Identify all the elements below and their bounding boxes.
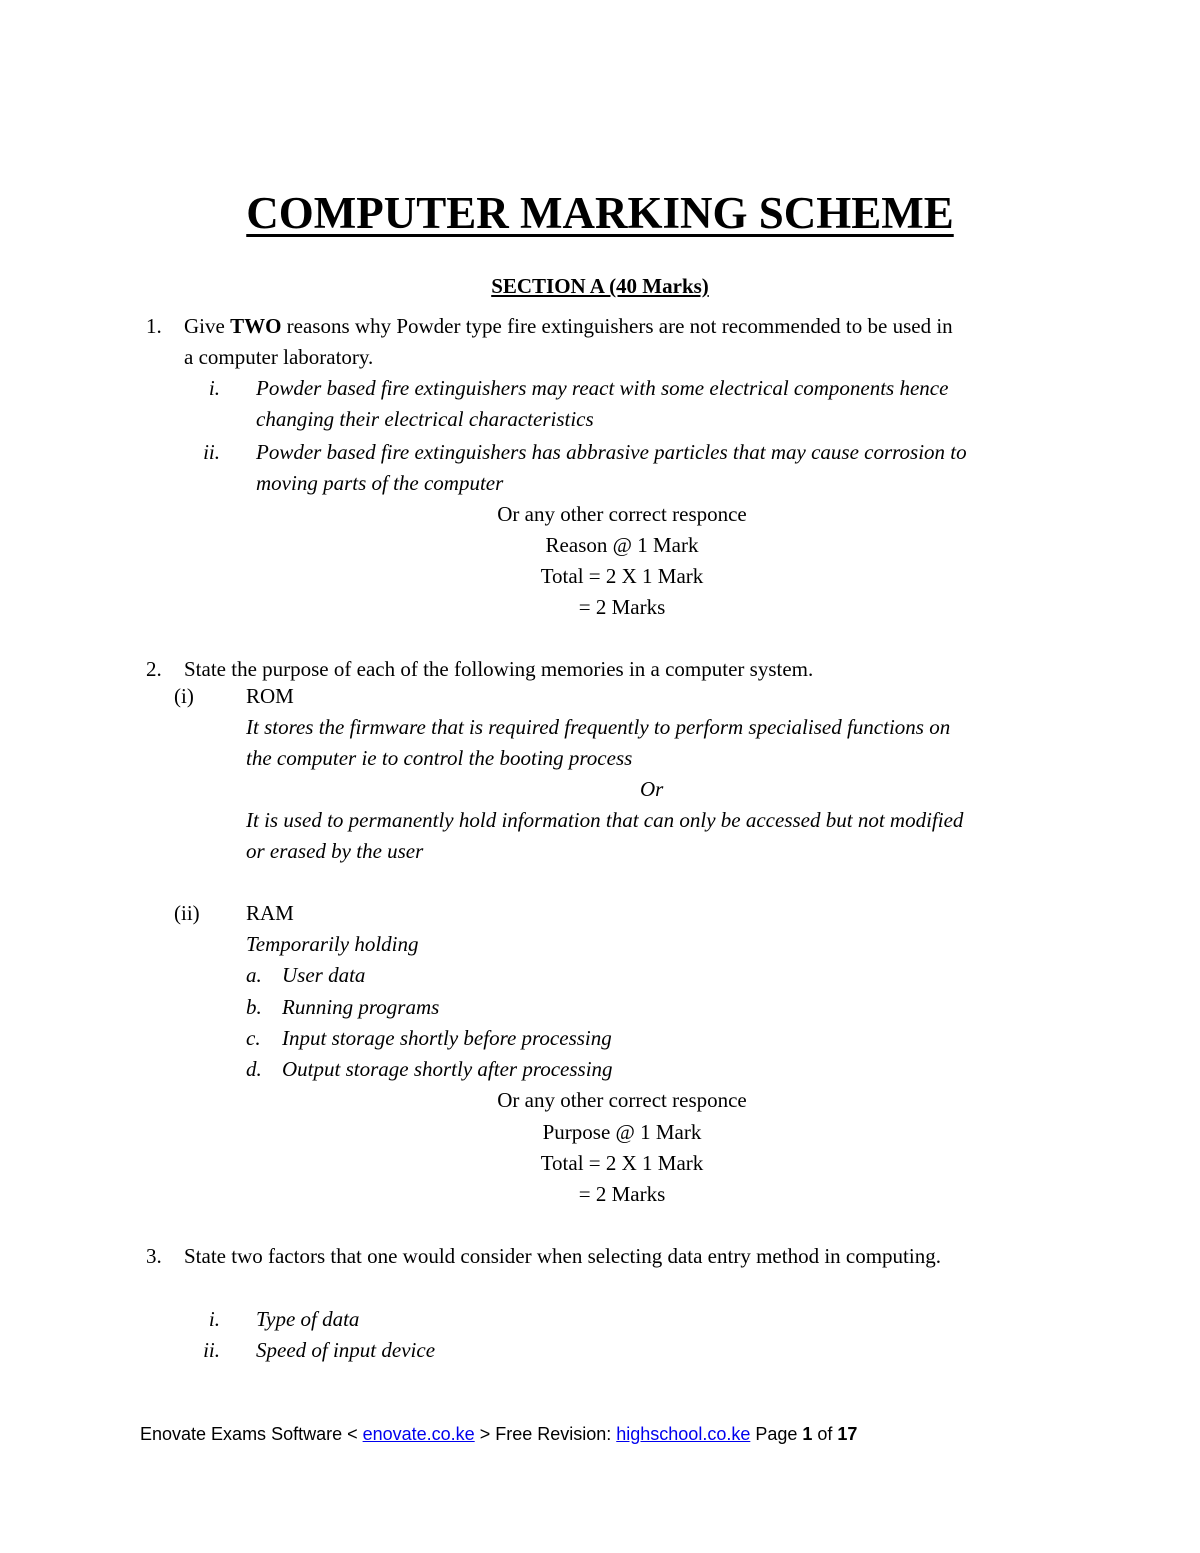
marking-rate: Reason @ 1 Mark <box>545 533 699 557</box>
question-2-text: State the purpose of each of the following memories in a computer system. <box>184 657 814 681</box>
question-3-text: State two factors that one would consider when selecting data entry method in computing. <box>184 1244 941 1268</box>
subquestion-numeral: (i) <box>174 684 194 708</box>
question-1-text-pre: Give <box>184 314 231 338</box>
list-item: Input storage shortly before processing <box>282 1026 612 1050</box>
list-item-letter: d. <box>246 1057 262 1081</box>
footer-page-label: Page <box>750 1424 803 1444</box>
footer-prefix: Enovate Exams Software < <box>140 1424 363 1444</box>
footer-mid: > Free Revision: <box>474 1424 617 1444</box>
answer-numeral: i. <box>208 376 220 400</box>
question-1-text-line2: a computer laboratory. <box>184 345 374 369</box>
list-item-letter: c. <box>246 1026 261 1050</box>
subquestion-label-rom: ROM <box>246 684 294 708</box>
marking-note: Or any other correct responce <box>497 1088 747 1112</box>
marking-total: Total = 2 X 1 Mark <box>540 564 704 588</box>
list-item: Output storage shortly after processing <box>282 1057 613 1081</box>
answer-text: It is used to permanently hold information that can only be accessed but not modified <box>246 808 964 832</box>
page-footer <box>140 1421 857 1447</box>
answer-text: moving parts of the computer <box>256 471 504 495</box>
footer-page-total: 17 <box>837 1424 858 1444</box>
marking-note: Or any other correct responce <box>497 502 747 526</box>
marking-total-result: = 2 Marks <box>578 595 666 619</box>
subquestion-label-ram: RAM <box>246 901 294 925</box>
answer-text: or erased by the user <box>246 839 424 863</box>
answer-text: changing their electrical characteristics <box>256 407 594 431</box>
list-item: User data <box>282 963 366 987</box>
question-3-number: 3. <box>146 1244 162 1268</box>
answer-text: Powder based fire extinguishers has abbrasive particles that may cause corrosion to <box>256 440 967 464</box>
footer-page-number: 1 <box>802 1424 813 1444</box>
list-item-letter: b. <box>246 995 262 1019</box>
footer-link-enovate[interactable]: enovate.co.ke <box>362 1424 475 1444</box>
subquestion-numeral: (ii) <box>174 901 200 925</box>
answer-numeral: ii. <box>203 1338 220 1362</box>
question-1-text-post: reasons why Powder type fire extinguishers are not recommended to be used in <box>281 314 953 338</box>
answer-text: Speed of input device <box>256 1338 436 1362</box>
footer-link-highschool[interactable]: highschool.co.ke <box>616 1424 751 1444</box>
marking-rate: Purpose @ 1 Mark <box>542 1120 702 1144</box>
section-heading: SECTION A (40 Marks) <box>491 274 709 298</box>
answer-numeral: i. <box>208 1307 220 1331</box>
marking-total: Total = 2 X 1 Mark <box>540 1151 704 1175</box>
list-item: Running programs <box>282 995 440 1019</box>
answer-text: It stores the firmware that is required frequently to perform specialised functions on <box>246 715 951 739</box>
question-1-text-bold: TWO <box>230 314 282 338</box>
answer-intro: Temporarily holding <box>246 932 419 956</box>
marking-total-result: = 2 Marks <box>578 1182 666 1206</box>
answer-numeral: ii. <box>203 440 220 464</box>
answer-text: Powder based fire extinguishers may react with some electrical components hence <box>256 376 949 400</box>
footer-of-label: of <box>812 1424 838 1444</box>
answer-text: Type of data <box>256 1307 360 1331</box>
page-title: COMPUTER MARKING SCHEME <box>246 188 954 238</box>
answer-text: the computer ie to control the booting process <box>246 746 633 770</box>
question-1-text <box>184 312 953 340</box>
question-2-number: 2. <box>146 657 162 681</box>
list-item-letter: a. <box>246 963 262 987</box>
question-1-number: 1. <box>146 314 162 338</box>
answer-or: Or <box>640 777 664 801</box>
